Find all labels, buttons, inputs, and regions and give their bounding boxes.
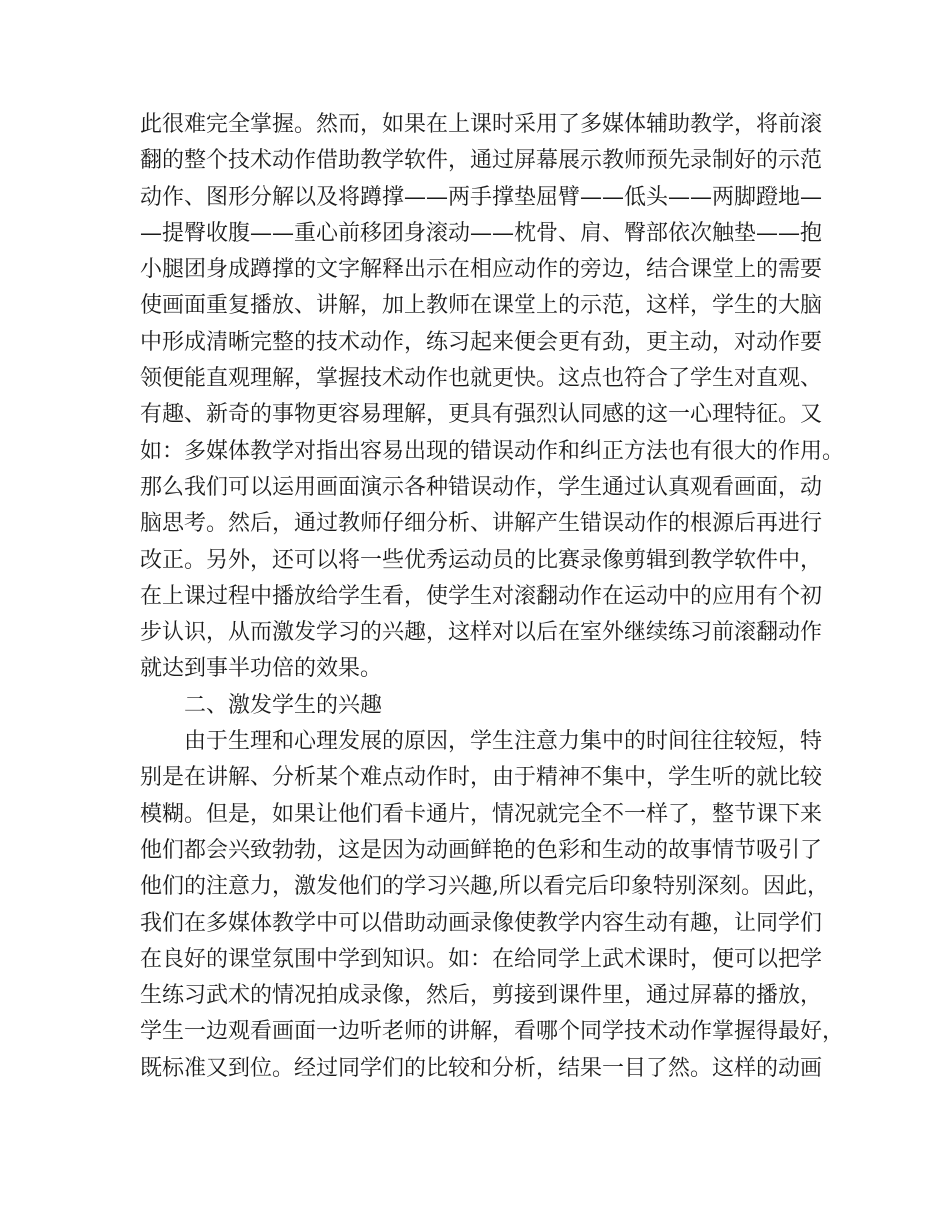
text-line: 如：多媒体教学对指出容易出现的错误动作和纠正方法也有很大的作用。	[140, 438, 845, 464]
text-line: 在良好的课堂氛围中学到知识。如：在给同学上武术课时，便可以把学	[140, 946, 823, 972]
text-line: 既标准又到位。经过同学们的比较和分析，结果一目了然。这样的动画	[140, 1055, 823, 1081]
paragraph	[140, 107, 845, 688]
text-line: 模糊。但是，如果让他们看卡通片，情况就完全不一样了，整节课下来	[140, 801, 823, 827]
paragraph	[140, 724, 845, 1087]
text-line: 生练习武术的情况拍成录像，然后，剪接到课件里，通过屏幕的播放，	[140, 983, 823, 1009]
text-line: 那么我们可以运用画面演示各种错误动作，学生通过认真观看画面，动	[140, 474, 823, 500]
section-heading: 二、激发学生的兴趣	[184, 692, 383, 718]
text-line: 他们都会兴致勃勃，这是因为动画鲜艳的色彩和生动的故事情节吸引了	[140, 837, 823, 863]
text-line: 改正。另外，还可以将一些优秀运动员的比赛录像剪辑到教学软件中，	[140, 547, 823, 573]
text-line: 领便能直观理解，掌握技术动作也就更快。这点也符合了学生对直观、	[140, 366, 823, 392]
text-line: 有趣、新奇的事物更容易理解，更具有强烈认同感的这一心理特征。又	[140, 402, 823, 428]
text-line: 翻的整个技术动作借助教学软件，通过屏幕展示教师预先录制好的示范	[140, 148, 823, 174]
text-line: 此很难完全掌握。然而，如果在上课时采用了多媒体辅助教学，将前滚	[140, 112, 823, 137]
text-line: 小腿团身成蹲撑的文字解释出示在相应动作的旁边，结合课堂上的需要	[140, 257, 823, 283]
text-line: 使画面重复播放、讲解，加上教师在课堂上的示范，这样，学生的大脑	[140, 293, 823, 319]
text-line: 中形成清晰完整的技术动作，练习起来便会更有劲，更主动，对动作要	[140, 329, 823, 355]
text-line: 他们的注意力，激发他们的学习兴趣,所以看完后印象特别深刻。因此，	[140, 874, 829, 900]
text-line: 我们在多媒体教学中可以借助动画录像使教学内容生动有趣，让同学们	[140, 910, 823, 936]
text-line: 步认识，从而激发学习的兴趣，这样对以后在室外继续练习前滚翻动作	[140, 620, 823, 646]
text-line: 学生一边观看画面一边听老师的讲解，看哪个同学技术动作掌握得最好，	[140, 1019, 845, 1045]
text-line: 脑思考。然后，通过教师仔细分析、讲解产生错误动作的根源后再进行	[140, 511, 823, 537]
text-line: 就达到事半功倍的效果。	[140, 656, 383, 682]
text-line: 由于生理和心理发展的原因，学生注意力集中的时间往往较短，特	[184, 729, 823, 755]
document-body	[140, 107, 845, 1087]
text-line: 别是在讲解、分析某个难点动作时，由于精神不集中，学生听的就比较	[140, 765, 823, 791]
text-line: 在上课过程中播放给学生看，使学生对滚翻动作在运动中的应用有个初	[140, 583, 823, 609]
text-line: 动作、图形分解以及将蹲撑——两手撑垫屈臂——低头——两脚蹬地—	[140, 184, 823, 210]
text-line: —提臀收腹——重心前移团身滚动——枕骨、肩、臀部依次触垫——抱	[140, 220, 823, 246]
